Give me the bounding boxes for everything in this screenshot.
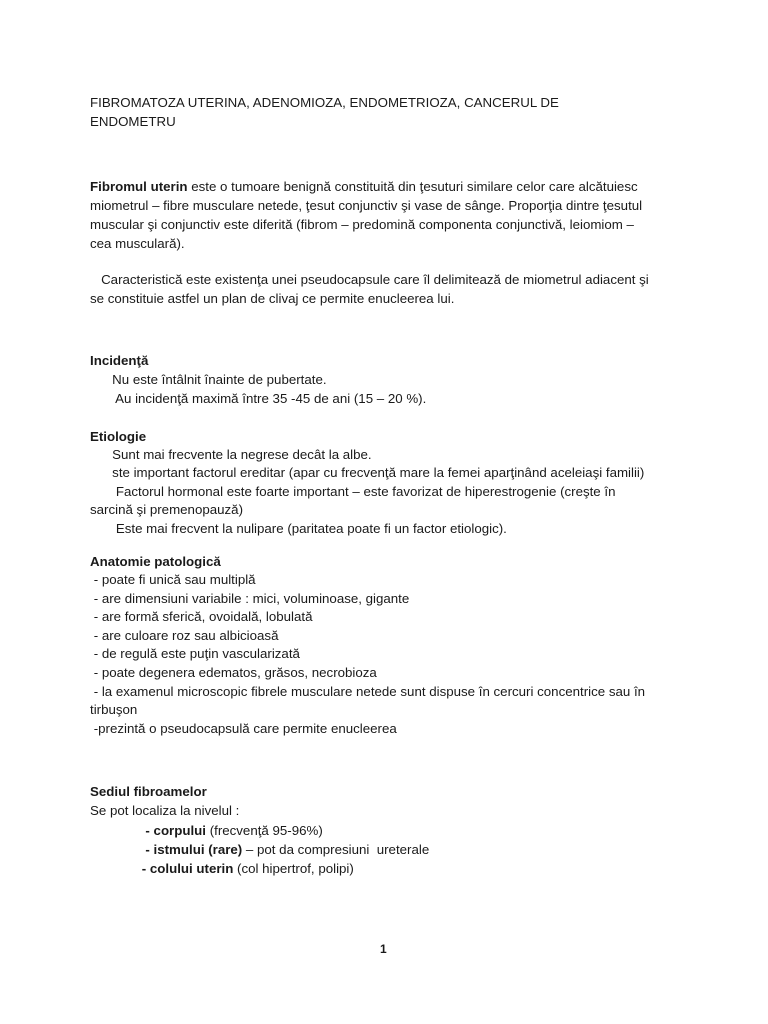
intro-line-1-rest: este o tumoare benignă constituită din ţesuturi similare celor care alcătuiesc	[187, 179, 638, 194]
caracteristica-line-1: Caracteristică este existenţa unei pseudocapsule care îl delimitează de miometrul adiacent şi	[90, 272, 649, 287]
anatomie-line: - are dimensiuni variabile : mici, voluminoase, gigante	[90, 591, 410, 606]
intro-line-1	[90, 177, 638, 196]
sediul-item: - istmului (rare) – pot da compresiuni ureterale	[145, 842, 430, 857]
intro-line-2: miometrul – fibre musculare netede, ţesut conjunctiv şi vase de sânge. Proporţia dintre ţesutul	[90, 198, 643, 213]
anatomie-heading: Anatomie patologică	[90, 554, 221, 569]
anatomie-line: - are formă sferică, ovoidală, lobulată	[90, 609, 313, 624]
document-title-line-1: FIBROMATOZA UTERINA, ADENOMIOZA, ENDOMETRIOZA, CANCERUL DE	[90, 95, 559, 110]
anatomie-line: -prezintă o pseudocapsulă care permite enucleerea	[90, 721, 397, 736]
etiologie-heading: Etiologie	[90, 429, 147, 444]
etiologie-line: ste important factorul ereditar (apar cu frecvenţă mare la femei aparţinând aceleiaşi familii)	[90, 465, 645, 480]
intro-line-4: cea musculară).	[90, 236, 185, 251]
anatomie-line: - are culoare roz sau albicioasă	[90, 628, 279, 643]
incidenta-heading: Incidenţă	[90, 353, 149, 368]
sediul-item: - corpului (frecvenţă 95-96%)	[145, 823, 323, 838]
anatomie-line: - la examenul microscopic fibrele musculare netede sunt dispuse în cercuri concentrice sau în	[90, 684, 646, 699]
sediul-heading: Sediul fibroamelor	[90, 784, 207, 799]
etiologie-line: Sunt mai frecvente la negrese decât la albe.	[90, 447, 372, 462]
sediul-item: - colului uterin (col hipertrof, polipi)	[141, 861, 354, 876]
anatomie-line: - de regulă este puţin vascularizată	[90, 646, 300, 661]
sediul-intro: Se pot localiza la nivelul :	[90, 803, 240, 818]
document-title-line-2: ENDOMETRU	[90, 114, 176, 129]
page-number: 1	[380, 942, 387, 956]
anatomie-line: - poate fi unică sau multiplă	[90, 572, 256, 587]
etiologie-line: Este mai frecvent la nulipare (paritatea poate fi un factor etiologic).	[90, 521, 507, 536]
etiologie-line: sarcină şi premenopauză)	[90, 502, 243, 517]
anatomie-line: - poate degenera edematos, grăsos, necrobioza	[90, 665, 377, 680]
anatomie-line: tirbuşon	[90, 702, 138, 717]
intro-term: Fibromul uterin	[90, 179, 188, 194]
intro-line-3: muscular şi conjunctiv este diferită (fibrom – predomină componenta conjunctivă, leiomiom –	[90, 217, 634, 232]
etiologie-line: Factorul hormonal este foarte important – este favorizat de hiperestrogenie (creşte în	[90, 484, 616, 499]
caracteristica-line-2: se constituie astfel un plan de clivaj ce permite enucleerea lui.	[90, 291, 455, 306]
incidenta-line: Nu este întâlnit înainte de pubertate.	[90, 372, 327, 387]
incidenta-line: Au incidenţă maximă între 35 -45 de ani (15 – 20 %).	[90, 391, 427, 406]
